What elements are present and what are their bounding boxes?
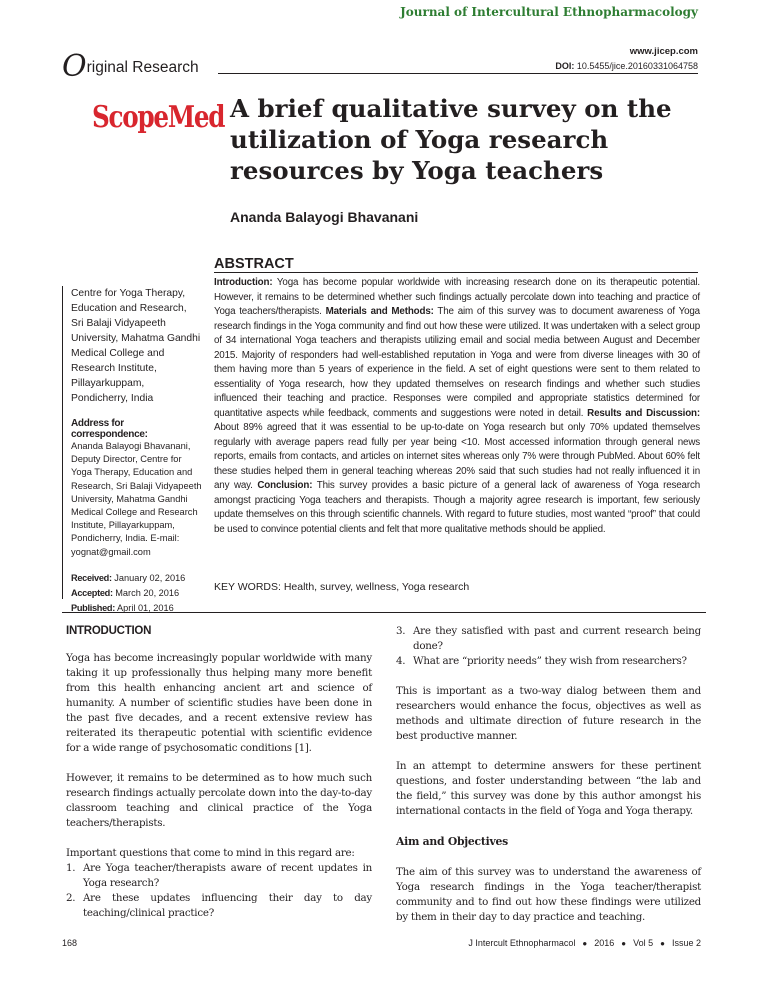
footer-citation <box>468 938 701 948</box>
abstract-methods-label: Materials and Methods: <box>325 306 434 317</box>
accepted-date <box>71 586 202 601</box>
list-number: 4. <box>396 655 406 667</box>
footer-volume: Vol 5 <box>633 938 654 948</box>
aims-heading: Aim and Objectives <box>396 835 508 848</box>
author-name: Ananda Balayogi Bhavanani <box>230 209 419 225</box>
bullet-icon: ● <box>621 939 627 948</box>
header-rule <box>218 73 698 74</box>
footer-year: 2016 <box>594 938 615 948</box>
doi-label: DOI: <box>555 61 575 71</box>
list-number: 2. <box>66 892 76 904</box>
doi-value[interactable]: 10.5455/jice.20160331064758 <box>576 61 698 71</box>
journal-name: Journal of Intercultural Ethnopharmacology <box>400 5 698 19</box>
accepted-label: Accepted: <box>71 587 113 598</box>
journal-url[interactable]: www.jicep.com <box>629 46 698 57</box>
article-dates <box>71 571 202 616</box>
abstract-rule <box>214 272 698 273</box>
list-text: What are “priority needs” they wish from researchers? <box>413 655 687 667</box>
section-name: riginal Research <box>86 59 199 76</box>
body-paragraph: Important questions that come to mind in this regard are: <box>66 847 355 859</box>
list-text: Are they satisfied with past and current research being done? <box>413 625 701 652</box>
introduction-heading: INTRODUCTION <box>66 625 152 637</box>
body-paragraph: This is important as a two-way dialog between them and researchers would enhance the focus, objectives as well as methods and ultimate direction of future research in the best productive manner. <box>396 685 701 742</box>
correspondence-label: Address for correspondence: <box>71 418 148 440</box>
received-value: January 02, 2016 <box>114 572 186 583</box>
affiliation-box <box>62 286 202 613</box>
footer-journal: J Intercult Ethnopharmacol <box>468 938 576 948</box>
body-column-left <box>66 624 372 921</box>
list-item <box>396 624 701 654</box>
list-item <box>66 861 372 891</box>
section-divider <box>62 612 706 613</box>
section-type-label <box>62 48 199 84</box>
page-number: 168 <box>62 938 78 948</box>
keywords-label: KEY WORDS: <box>214 581 281 593</box>
published-label: Published: <box>71 602 115 613</box>
published-date <box>71 601 202 616</box>
body-paragraph: Yoga has become increasingly popular worldwide with many taking it up professionally thus helping many more benefit from this health enhancing ancient art and science of humanity. A number of scientific studies have been done in the past five decades, and a recent extensive review has reiterated its therapeutic potential with scientific evidence for a wide range of psychosomatic conditions [1]. <box>66 652 372 754</box>
scopemed-logo: ScopeMed <box>92 100 225 135</box>
bullet-icon: ● <box>660 939 665 948</box>
body-paragraph: The aim of this survey was to understand the awareness of Yoga research findings in the Yoga teacher/therapist community and to find out how these findings were utilized by them in their day to day practice and teaching. <box>396 866 701 923</box>
abstract-heading: ABSTRACT <box>214 256 294 272</box>
abstract-methods-text: The aim of this survey was to document awareness of Yoga research findings in the Yoga community and find out how these were utilized. It was undertaken with a select group of 34 international Yoga teachers and therapists utilizing email and social media between August and December 2015. Majority of responders had well-established reputation in Yoga and were from diverse lineages with 30 of them having more than 5 years of experience in the field. A set of eight questions were sent to them related to essentiality of Yoga research, how they updated themselves on research findings and whether such studies influenced their teaching and practice. Responses were compiled and appropriate statistics determined for quantitative aspects while feedback, comments and suggestions were noted in detail. <box>214 306 700 419</box>
received-date <box>71 571 202 586</box>
list-text: Are Yoga teacher/therapists aware of recent updates in Yoga research? <box>83 862 372 889</box>
article-title: A brief qualitative survey on the utilization of Yoga research resources by Yoga teachers <box>230 94 672 185</box>
abstract-results-text: About 89% agreed that it was essential to be up-to-date on Yoga research but only 70% updated themselves regularly with average papers read fully per year being <10. Most accessed information through general news reports, emails from contacts, and articles on internet sites whereas only 7% were through PubMed. About 60% felt these studies helped them in general teaching whereas 20% said that such studies had not really influenced it in any way. <box>214 422 700 491</box>
abstract-conclusion-label: Conclusion: <box>257 480 313 491</box>
body-paragraph: However, it remains to be determined as to how much such research findings actually percolate down into the day-to-day classroom teaching and clinical practice of the Yoga teachers/therapists. <box>66 772 372 829</box>
keywords <box>214 581 469 593</box>
affiliation-text: Centre for Yoga Therapy, Education and Research, Sri Balaji Vidyapeeth University, Mahatma Gandhi Medical College and Research Institute, Pillayarkuppam, Pondicherry, India <box>71 288 201 404</box>
section-initial: O <box>62 49 87 84</box>
list-number: 1. <box>66 862 76 874</box>
abstract-intro-text: Yoga has become popular worldwide with increasing research done on its therapeutic potential. However, it remains to be determined whether such findings actually percolate down into teaching and practice of Yoga teachers/therapists. <box>214 277 700 317</box>
abstract-conclusion-text: This survey provides a basic picture of a general lack of awareness of Yoga research amongst practicing Yoga teachers and therapists. Though a majority agree research is important, few seriously update themselves on this through scientific channels. With regard to future studies, most wanted “proof” that could be used to convince potential clients and felt that more qualitative methods should be applied. <box>214 480 701 535</box>
abstract-intro-label: Introduction: <box>214 277 273 288</box>
correspondence-text: Ananda Balayogi Bhavanani, Deputy Director, Centre for Yoga Therapy, Education and Research, Sri Balaji Vidyapeeth University, Mahatma Gandhi Medical College and Research Institute, Pillayarkuppam, Pondicherry, India. E-mail: yognat@gmail.com <box>71 441 202 557</box>
bullet-icon: ● <box>582 939 588 948</box>
received-label: Received: <box>71 572 112 583</box>
accepted-value: March 20, 2016 <box>115 587 180 598</box>
list-text: Are these updates influencing their day to day teaching/clinical practice? <box>83 892 372 919</box>
body-column-right <box>396 624 701 940</box>
published-value: April 01, 2016 <box>117 602 174 613</box>
abstract-body <box>214 276 700 537</box>
abstract-results-label: Results and Discussion: <box>587 407 700 419</box>
body-paragraph: In an attempt to determine answers for these pertinent questions, and foster understanding between “the lab and the field,” this survey was done by this author amongst his international contacts in the field of Yoga and Yoga therapy. <box>396 760 701 817</box>
list-item <box>66 891 372 921</box>
list-item <box>396 654 701 669</box>
list-number: 3. <box>396 625 406 637</box>
doi <box>555 61 698 71</box>
footer-issue: Issue 2 <box>671 938 701 948</box>
keywords-text: Health, survey, wellness, Yoga research <box>283 581 470 593</box>
